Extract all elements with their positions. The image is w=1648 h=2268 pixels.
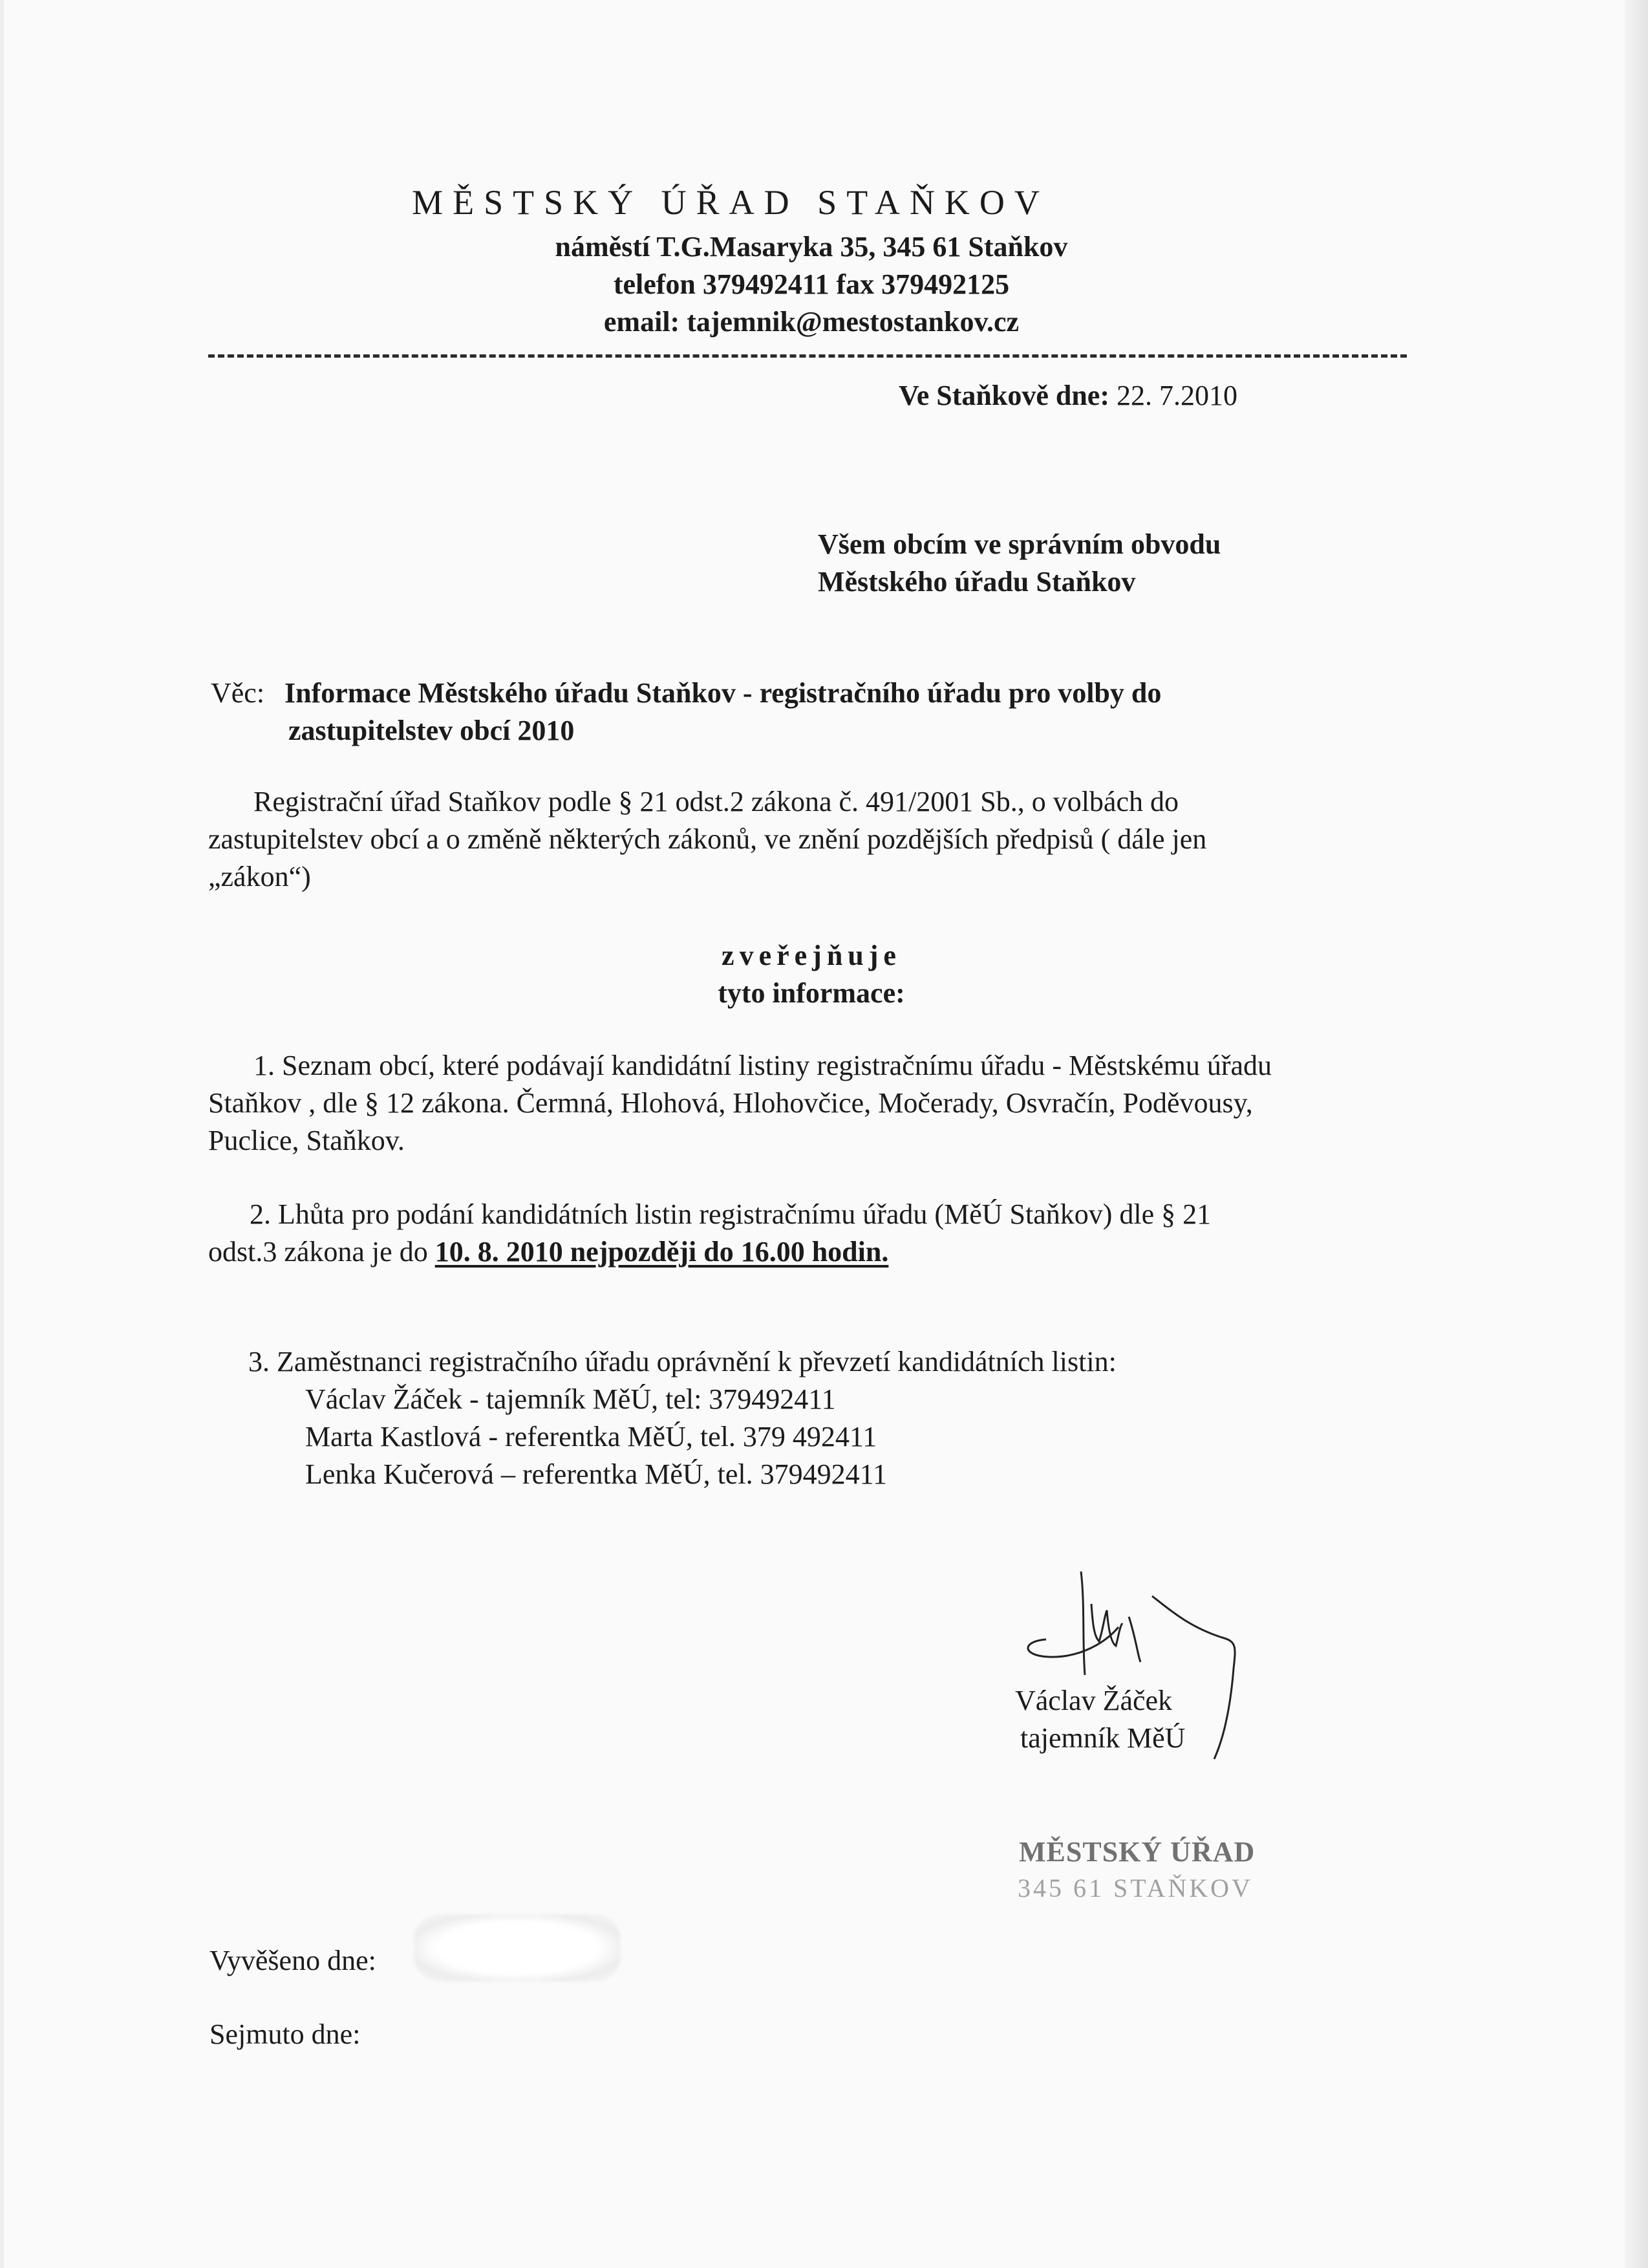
scan-edge-right: [1625, 0, 1648, 2268]
addressee-line-1: Všem obcím ve správním obvodu: [818, 528, 1221, 560]
scan-edge-left: [0, 0, 4, 2268]
staff-person: Václav Žáček - tajemník MěÚ, tel: 379492411: [305, 1383, 836, 1415]
item-2-line-2: [208, 1235, 888, 1268]
deadline-text: 10. 8. 2010 nejpozději do 16.00 hodin.: [434, 1236, 889, 1268]
letterhead-email: email: tajemnik@mestostankov.cz: [603, 306, 1020, 338]
intro-line-3: „zákon“): [208, 861, 311, 892]
intro-line-2: zastupitelstev obcí a o změně některých zákonů, ve znění pozdějších předpisů ( dále jen: [208, 823, 1207, 855]
letterhead-divider: [208, 354, 1407, 358]
item-2-prefix: odst.3 zákona je do: [208, 1236, 435, 1268]
subject-label: Věc:: [211, 677, 265, 709]
letterhead-address: náměstí T.G.Masaryka 35, 345 61 Staňkov: [555, 231, 1068, 263]
publish-heading: zveřejňuje: [722, 940, 901, 971]
office-stamp-line-2: 345 61 STAŇKOV: [1018, 1874, 1253, 1903]
redaction-mark: [414, 1914, 621, 1982]
item-3-line-1: 3. Zaměstnanci registračního úřadu oprávnění k převzetí kandidátních listin:: [248, 1346, 1117, 1377]
intro-line-1: Registrační úřad Staňkov podle § 21 odst.2 zákona č. 491/2001 Sb., o volbách do: [253, 786, 1179, 817]
item-1-line-3: Puclice, Staňkov.: [208, 1125, 405, 1156]
removed-label: Sejmuto dne:: [209, 2018, 361, 2050]
subject-line-1: Informace Městského úřadu Staňkov - registračního úřadu pro volby do: [284, 677, 1162, 709]
subject-line-2: zastupitelstev obcí 2010: [288, 715, 575, 746]
item-1-line-1: 1. Seznam obcí, které podávají kandidátní listiny registračnímu úřadu - Městskému úřadu: [253, 1050, 1272, 1081]
posted-label: Vyvěšeno dne:: [209, 1945, 376, 1976]
signatory-role: tajemník MěÚ: [1020, 1722, 1186, 1754]
letterhead-title: MĚSTSKÝ ÚŘAD STAŇKOV: [412, 183, 1049, 222]
letterhead-phone: telefon 379492411 fax 379492125: [613, 268, 1010, 300]
addressee-line-2: Městského úřadu Staňkov: [818, 566, 1136, 598]
item-1-line-2: Staňkov , dle § 12 zákona. Čermná, Hlohová, Hlohovčice, Močerady, Osvračín, Poděvousy,: [208, 1087, 1253, 1119]
office-stamp-line-1: MĚSTSKÝ ÚŘAD: [1019, 1836, 1256, 1868]
date-line: [899, 379, 1237, 412]
item-2-line-1: 2. Lhůta pro podání kandidátních listin registračnímu úřadu (MěÚ Staňkov) dle § 21: [250, 1198, 1212, 1230]
publish-subheading: tyto informace:: [718, 977, 905, 1009]
date-value: 22. 7.2010: [1116, 380, 1237, 411]
date-label: Ve Staňkově dne:: [899, 380, 1109, 411]
staff-person: Lenka Kučerová – referentka MěÚ, tel. 379492411: [305, 1458, 888, 1490]
staff-person: Marta Kastlová - referentka MěÚ, tel. 379 492411: [305, 1421, 877, 1453]
signatory-name: Václav Žáček: [1015, 1685, 1173, 1716]
